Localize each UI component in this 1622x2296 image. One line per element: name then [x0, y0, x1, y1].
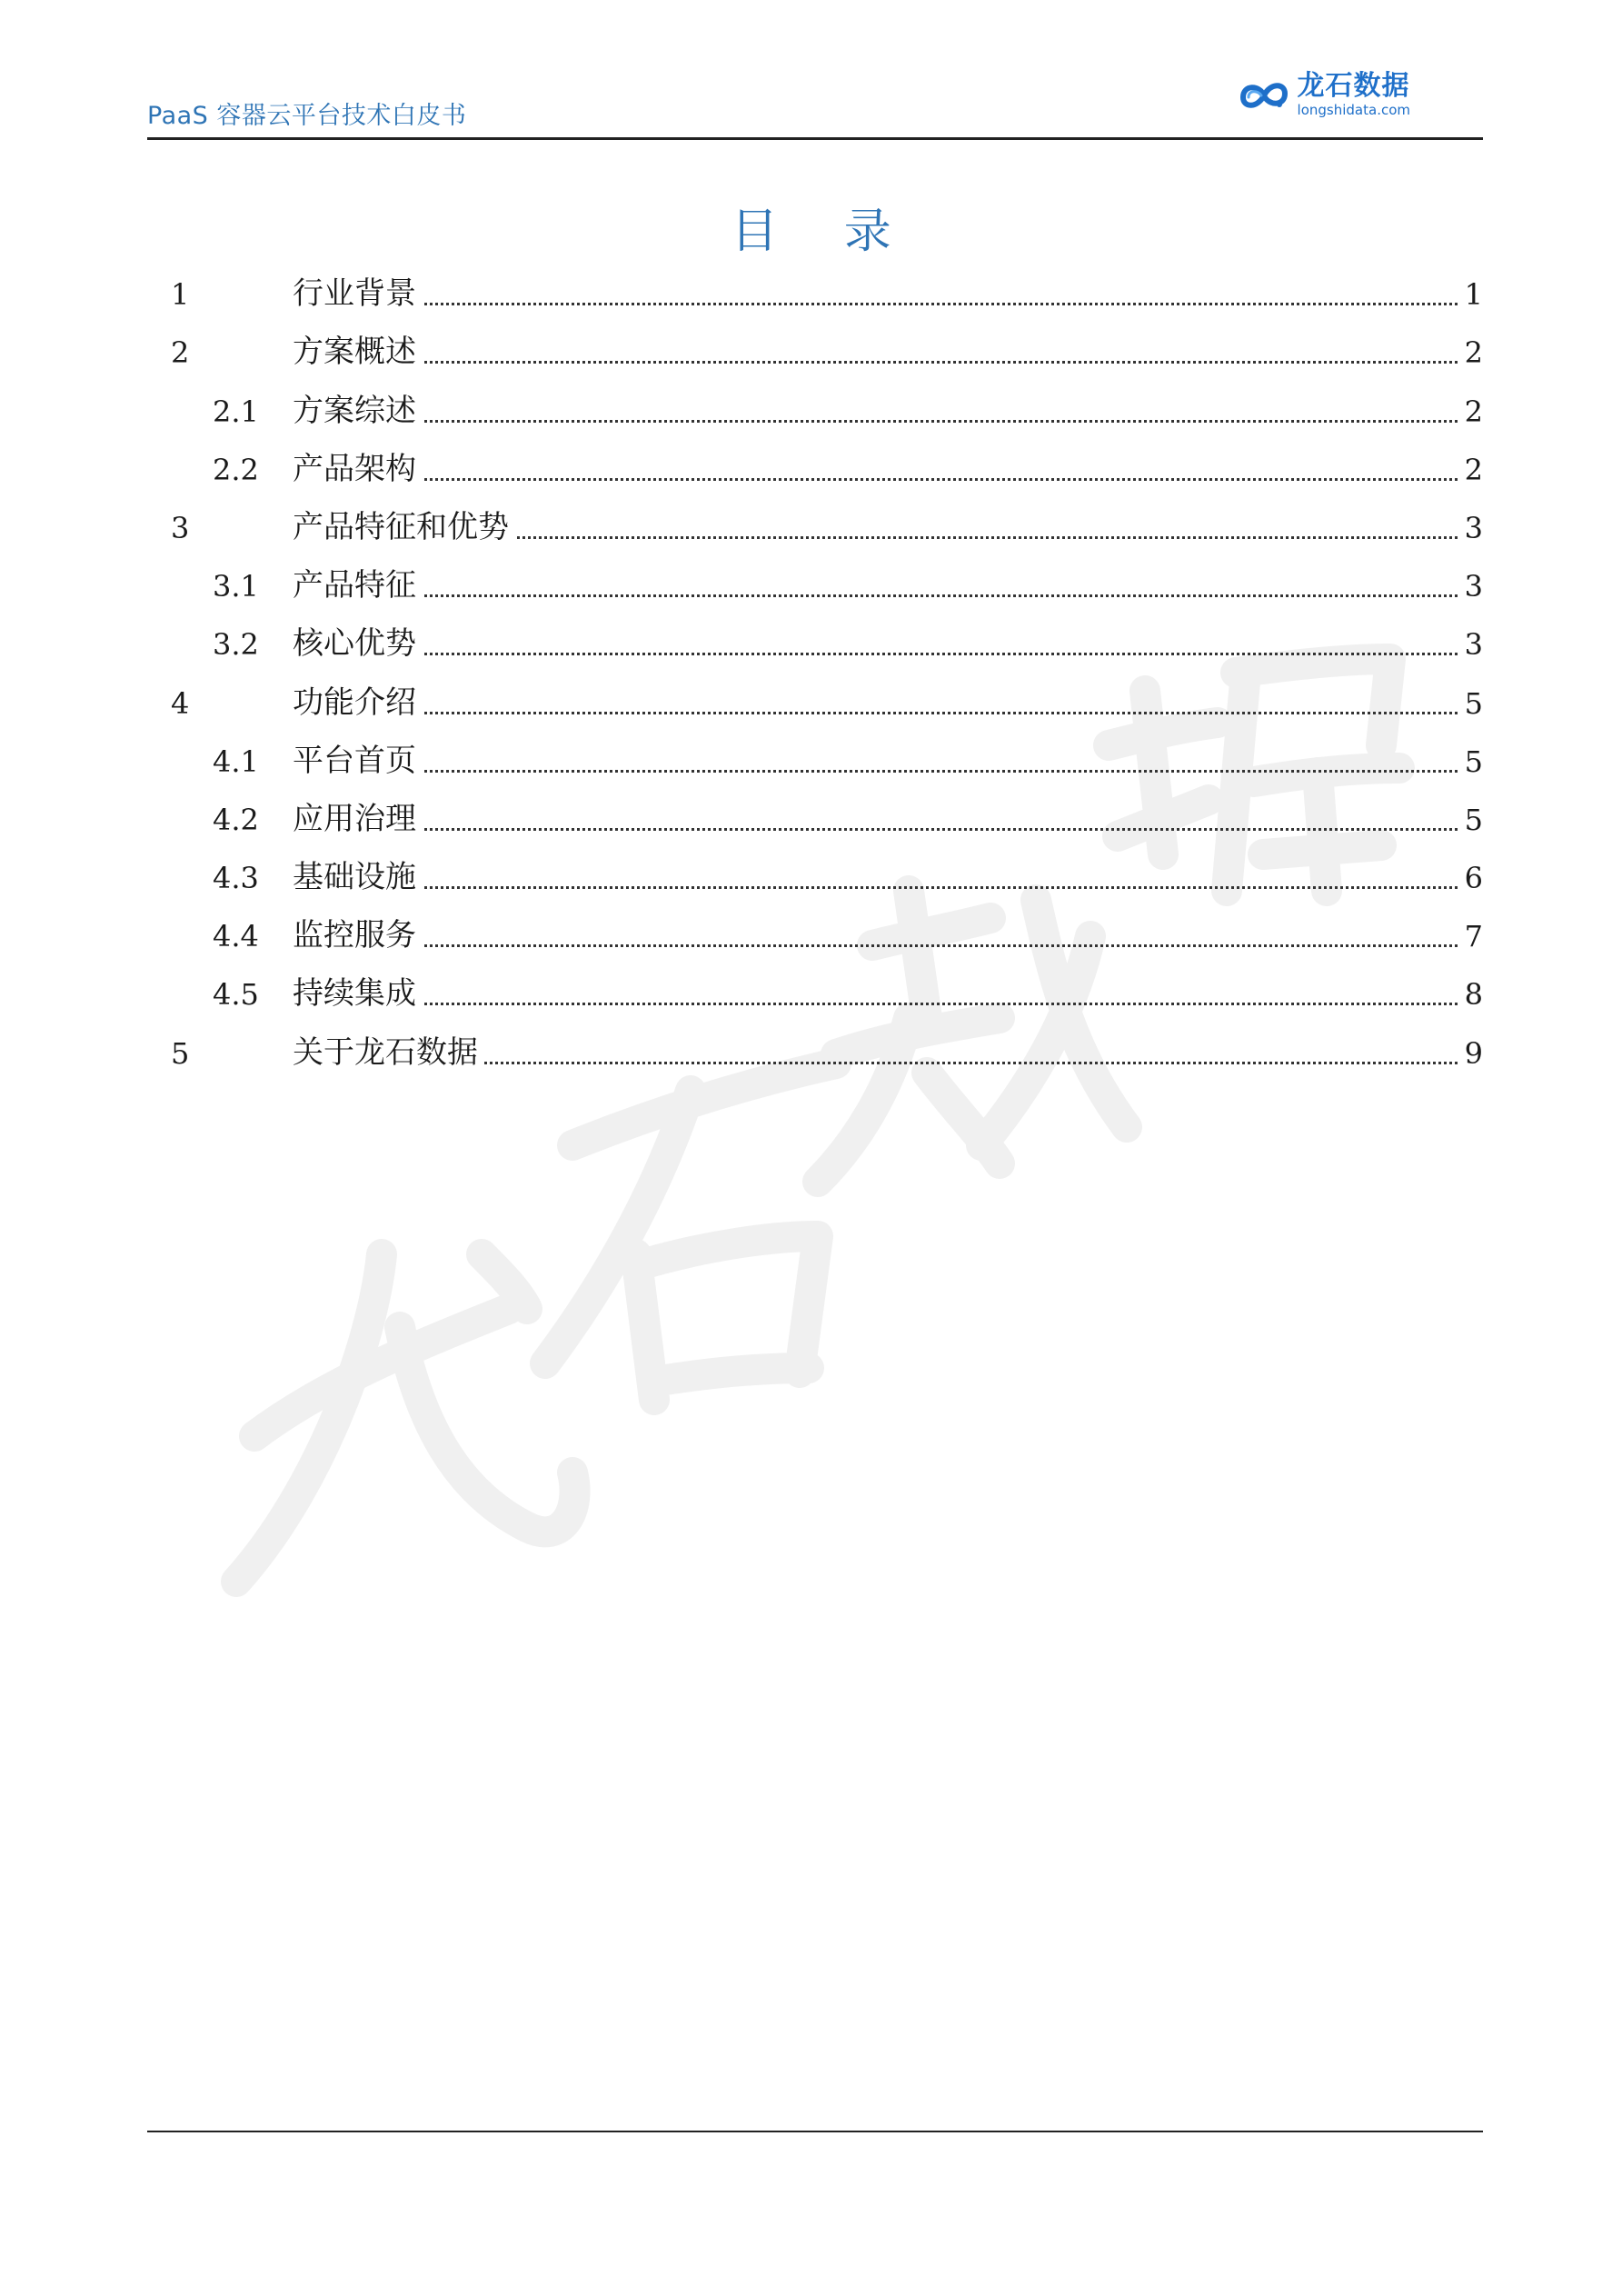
toc-entry[interactable]	[164, 555, 1483, 614]
toc-entry-label[interactable]: 基础设施	[293, 862, 422, 893]
toc-dot-leader	[293, 770, 1458, 773]
logo-name: 龙石数据	[1297, 70, 1410, 102]
toc-entry-number: 2	[171, 335, 190, 371]
toc-entry-label[interactable]: 功能介绍	[293, 687, 422, 718]
toc-entry-number: 3	[171, 510, 190, 545]
toc-entry-number: 1	[171, 277, 190, 313]
toc-entry-page-number[interactable]: 8	[1461, 980, 1483, 1009]
toc-entry-page-number[interactable]: 2	[1461, 455, 1483, 484]
toc-entry-number: 4.3	[213, 861, 259, 896]
toc-entry-label[interactable]: 关于龙石数据	[293, 1037, 483, 1068]
toc-entry-number: 5	[171, 1035, 190, 1071]
toc-dot-leader	[293, 1003, 1458, 1005]
toc-dot-leader	[293, 944, 1458, 947]
toc-entry-page-number[interactable]: 5	[1461, 805, 1483, 834]
toc-entry-label[interactable]: 核心优势	[293, 628, 422, 659]
toc-dot-leader	[293, 712, 1458, 714]
toc-dot-leader	[293, 886, 1458, 889]
toc-entry-label[interactable]: 方案概述	[293, 336, 422, 367]
toc-entry-number: 4.2	[213, 802, 259, 837]
toc-entry-label[interactable]: 持续集成	[293, 978, 422, 1009]
company-logo	[1236, 70, 1410, 118]
toc-entry[interactable]	[164, 672, 1483, 730]
toc-entry-page-number[interactable]: 3	[1461, 630, 1483, 659]
toc-entry-page-number[interactable]: 6	[1461, 863, 1483, 893]
toc-entry-page-number[interactable]: 3	[1461, 572, 1483, 601]
toc-entry-number: 3.2	[213, 627, 259, 663]
toc-entry-label[interactable]: 产品特征和优势	[293, 512, 514, 543]
toc-entry[interactable]	[164, 380, 1483, 438]
toc-entry-page-number[interactable]: 2	[1461, 338, 1483, 367]
toc-entry[interactable]	[164, 731, 1483, 789]
toc-entry-label[interactable]: 产品特征	[293, 570, 422, 601]
header-divider	[147, 137, 1483, 140]
toc-entry-label[interactable]: 平台首页	[293, 745, 422, 776]
toc-dot-leader	[293, 361, 1458, 364]
page-header	[147, 64, 1483, 140]
toc-entry-label[interactable]: 应用治理	[293, 804, 422, 834]
toc-entry-label[interactable]: 行业背景	[293, 278, 422, 309]
toc-entry-page-number[interactable]: 5	[1461, 747, 1483, 776]
toc-entry-number: 2.1	[213, 394, 259, 429]
toc-entry-page-number[interactable]: 2	[1461, 397, 1483, 426]
toc-entry-page-number[interactable]: 5	[1461, 689, 1483, 718]
toc-dot-leader	[293, 653, 1458, 655]
logo-url: longshidata.com	[1297, 102, 1410, 118]
toc-entry-number: 4.1	[213, 744, 259, 779]
toc-entry-number: 4	[171, 685, 190, 721]
toc-entry-page-number[interactable]: 9	[1461, 1039, 1483, 1068]
toc-entry-page-number[interactable]: 7	[1461, 922, 1483, 951]
toc-entry[interactable]	[164, 322, 1483, 380]
toc-entry-page-number[interactable]: 1	[1461, 280, 1483, 309]
toc-entry-number: 3.1	[213, 569, 259, 604]
infinity-loop-logo-icon	[1236, 74, 1292, 117]
toc-entry[interactable]	[164, 614, 1483, 672]
toc-entry[interactable]	[164, 1022, 1483, 1080]
toc-entry-number: 4.4	[213, 919, 259, 954]
toc-dot-leader	[293, 420, 1458, 423]
toc-entry[interactable]	[164, 789, 1483, 847]
toc-entry[interactable]	[164, 905, 1483, 963]
toc-entry[interactable]	[164, 847, 1483, 905]
toc-entry-number: 4.5	[213, 977, 259, 1013]
toc-dot-leader	[293, 594, 1458, 597]
toc-entry-page-number[interactable]: 3	[1461, 514, 1483, 543]
table-of-contents	[164, 264, 1483, 1081]
toc-entry[interactable]	[164, 264, 1483, 322]
toc-dot-leader	[293, 303, 1458, 305]
document-title: PaaS 容器云平台技术白皮书	[147, 102, 467, 130]
toc-entry-label[interactable]: 方案综述	[293, 395, 422, 426]
footer-divider	[147, 2131, 1483, 2132]
toc-entry-number: 2.2	[213, 452, 259, 487]
toc-entry-label[interactable]: 监控服务	[293, 920, 422, 951]
toc-entry-label[interactable]: 产品架构	[293, 454, 422, 484]
toc-dot-leader	[293, 478, 1458, 481]
toc-dot-leader	[293, 828, 1458, 831]
toc-title: 目 录	[731, 205, 917, 259]
toc-entry[interactable]	[164, 439, 1483, 497]
toc-entry[interactable]	[164, 497, 1483, 555]
toc-entry[interactable]	[164, 963, 1483, 1022]
